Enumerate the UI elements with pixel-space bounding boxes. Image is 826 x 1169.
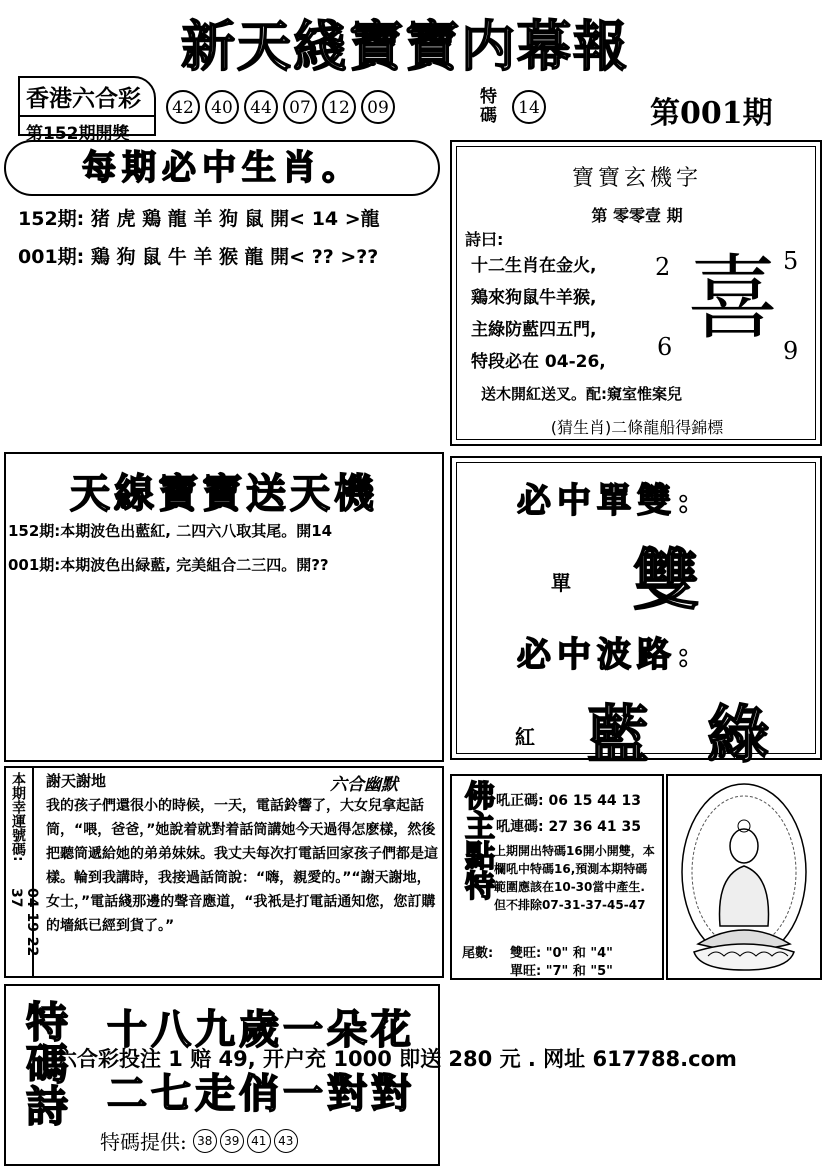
wave-answer-green: 綠 [707,698,770,771]
lucky-side [6,768,40,976]
tianji-line: 152期:本期波色出藍紅, 二四六八取其尾。開14 [8,522,333,540]
secret-box [450,140,822,446]
wave-small: 紅 [515,725,535,749]
digit: 2 [655,253,671,281]
buddha-tips-title: 佛主點特 [459,780,494,900]
story-tag: 六合幽默 [330,775,398,795]
odd-small: 單 [551,571,571,595]
special-ball: 14 [512,90,546,124]
zodiac-title: 每期必中生肖。 [82,148,362,188]
draw-label: 第152期開獎 [26,124,130,144]
poem-label: 詩曰: [465,230,504,249]
header [0,0,826,144]
buddha-tips-section [450,774,664,980]
poem-line: 主綠防藍四五門, [471,320,597,340]
tip-line: 吼正碼: 06 15 44 13 [496,793,642,809]
page-title: 新天綫寶寶内幕報 [181,14,629,78]
secret-issue: 第 零零壹 期 [591,206,683,225]
poem-side-title: 特碼詩 [20,1000,69,1126]
buddha-icon [668,776,820,978]
number-ball: 44 [244,90,278,124]
tianji-line: 001期:本期波色出緑藍, 完美組合二三四。開?? [8,556,329,574]
ad-banner: 六合彩投注 1 赔 49, 开户充 1000 即送 280 元 . 网址 617788.com [56,1047,737,1071]
riddle-hint: (猜生肖)二條龍船得錦標 [550,418,724,437]
buddha-image [666,774,822,980]
zodiac-title-box [4,140,440,196]
provide-ball: 41 [247,1129,271,1153]
odd-even-title: 必中單雙: [517,481,696,521]
wave-answer-blue: 藍 [587,698,650,771]
provide-ball: 38 [193,1129,217,1153]
lucky-label: 本期幸運號碼: [10,772,26,862]
poem-line: 鶏來狗鼠牛羊猴, [471,288,597,308]
digit: 5 [783,247,799,275]
zodiac-section [4,140,444,452]
tip-line: 吼連碼: 27 36 41 35 [496,819,642,835]
poem-line-1: 十八九歲一朵花 [107,1006,415,1053]
poem-section [4,984,440,1166]
story-section [4,766,444,978]
zodiac-line: 001期: 鶏 狗 鼠 牛 羊 猴 龍 開< ?? >?? [18,246,379,268]
number-ball: 07 [283,90,317,124]
tail-line: 單旺: "7" 和 "5" [510,964,613,979]
secret-char: 喜 [687,245,780,352]
tianji-section [4,452,444,762]
lottery-box [18,76,156,144]
poem-line: 特段必在 04-26, [471,352,606,372]
tip-body: 上期開出特碼16開小開雙，本欄吼中特碼16,預測本期特碼範圍應該在10-30當中產生.但不排除07-31-37-45-47 [494,844,655,912]
number-ball: 42 [166,90,200,124]
story-title: 謝天謝地 [46,772,107,790]
secret-inner [456,146,816,440]
lottery-name: 香港六合彩 [20,78,154,117]
number-ball: 12 [322,90,356,124]
secret-title: 寶寶玄機字 [571,166,702,191]
odd-even-answer: 雙 [633,541,699,619]
riddle: 送木開紅送叉。配:窺室惟案兒 [481,385,682,403]
number-ball: 40 [205,90,239,124]
wave-title: 必中波路: [517,635,696,675]
draw-numbers [166,90,496,130]
poem-line: 十二生肖在金火, [471,256,597,276]
digit: 6 [657,333,673,361]
poem-line-2: 二七走俏一對對 [107,1070,415,1117]
must-hit-inner [456,462,816,771]
provide-ball: 43 [274,1129,298,1153]
must-hit-section [450,456,822,771]
number-ball: 09 [361,90,395,124]
issue-number: 第001期 [650,96,773,131]
provide-label: 特碼提供: [100,1130,187,1154]
zodiac-line: 152期: 猪 虎 鶏 龍 羊 狗 鼠 開< 14 >龍 [18,208,380,230]
digit: 9 [783,337,799,365]
lucky-numbers: 04 19 22 37 [8,888,40,957]
special-label: 特碼 [480,87,497,126]
provide-row [100,1126,440,1156]
tail-line: 雙旺: "0" 和 "4" [510,946,613,961]
tianji-title: 天線寶寶送天機 [70,470,378,517]
story-body: 我的孩子們還很小的時候，一天，電話鈴響了，大女兒拿起話筒，“喂，爸爸，”她說着就對着話筒講她今天過得怎麽樣，然後把聽筒遞給她的弟弟妹妹。我丈夫每次打電話回家孩子們都是這樣。輪到我講時，我接過話筒說：“嗨，親愛的。”“謝天謝地，女士，”電話綫那邊的聲音應道，“我衹是打電話通知您，您訂購的墻紙已經到貨了。” [46,798,438,934]
tail-label: 尾數: [462,946,494,961]
provide-ball: 39 [220,1129,244,1153]
